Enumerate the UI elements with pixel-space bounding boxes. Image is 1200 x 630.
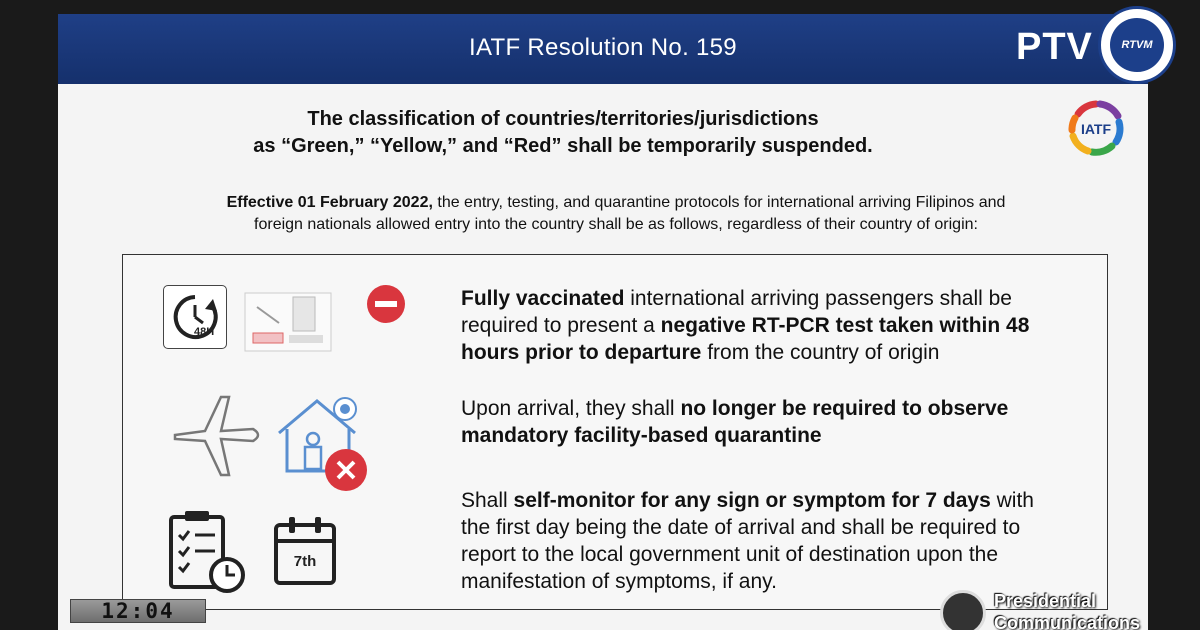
item-1-line-1: Fully vaccinated international arriving passengers shall be: [461, 287, 1012, 310]
intro-line-2: foreign nationals allowed entry into the country shall be as follows, regardless of their country of origin:: [254, 216, 978, 233]
airplane-icon: [169, 393, 265, 479]
pco-line-1: Presidential: [994, 591, 1097, 611]
slide-title: IATF Resolution No. 159: [469, 34, 737, 61]
item-3-line-3: report to the local government unit of destination upon the: [461, 543, 999, 566]
item-3-line-1: Shall self-monitor for any sign or symptom for 7 days with: [461, 489, 1034, 512]
rtvm-seal-text: RTVM: [1110, 18, 1164, 72]
heading-line-2: as “Green,” “Yellow,” and “Red” shall be temporarily suspended.: [253, 135, 873, 157]
item-1-line-3: hours prior to departure from the country of origin: [461, 341, 940, 364]
pco-line-2: Communications: [994, 613, 1141, 630]
calendar-7th-label: 7th: [293, 553, 317, 570]
48h-clock-icon: [163, 285, 227, 349]
item-2-line-1: Upon arrival, they shall no longer be required to observe: [461, 397, 1009, 420]
iatf-logo-icon: [1056, 96, 1136, 172]
item-2-line-2: mandatory facility-based quarantine: [461, 424, 822, 447]
slide: [58, 14, 1148, 630]
title-banner: [58, 14, 1148, 84]
rt-pcr-test-icon: [243, 289, 333, 355]
no-entry-icon: [365, 283, 407, 325]
calendar-icon: [273, 515, 337, 587]
item-1-line-2: required to present a negative RT-PCR test taken within 48: [461, 314, 1030, 337]
time-overlay: 12:04: [70, 599, 206, 623]
cancel-icon: [323, 447, 369, 493]
protocols-box: [122, 254, 1108, 610]
intro-line-1: the entry, testing, and quarantine protocols for international arriving Filipinos and: [432, 194, 1006, 211]
item-3-line-2: the first day being the date of arrival and shall be required to: [461, 516, 1021, 539]
item-3-line-4: manifestation of symptoms, if any.: [461, 570, 777, 593]
pco-watermark: [994, 590, 1140, 630]
rtvm-seal-icon: [1098, 6, 1176, 84]
intro-paragraph: [126, 192, 1106, 236]
ptv-logo: PTV: [1016, 26, 1093, 68]
clock-48h-label: 48H: [194, 326, 215, 338]
heading-line-1: The classification of countries/territories/jurisdictions: [307, 108, 819, 130]
pco-seal-icon: [940, 590, 986, 630]
iatf-logo-text: IATF: [1080, 121, 1112, 137]
suspension-heading: [118, 106, 1008, 160]
intro-effective-date: Effective 01 February 2022,: [226, 194, 433, 211]
checklist-clock-icon: [167, 509, 247, 595]
